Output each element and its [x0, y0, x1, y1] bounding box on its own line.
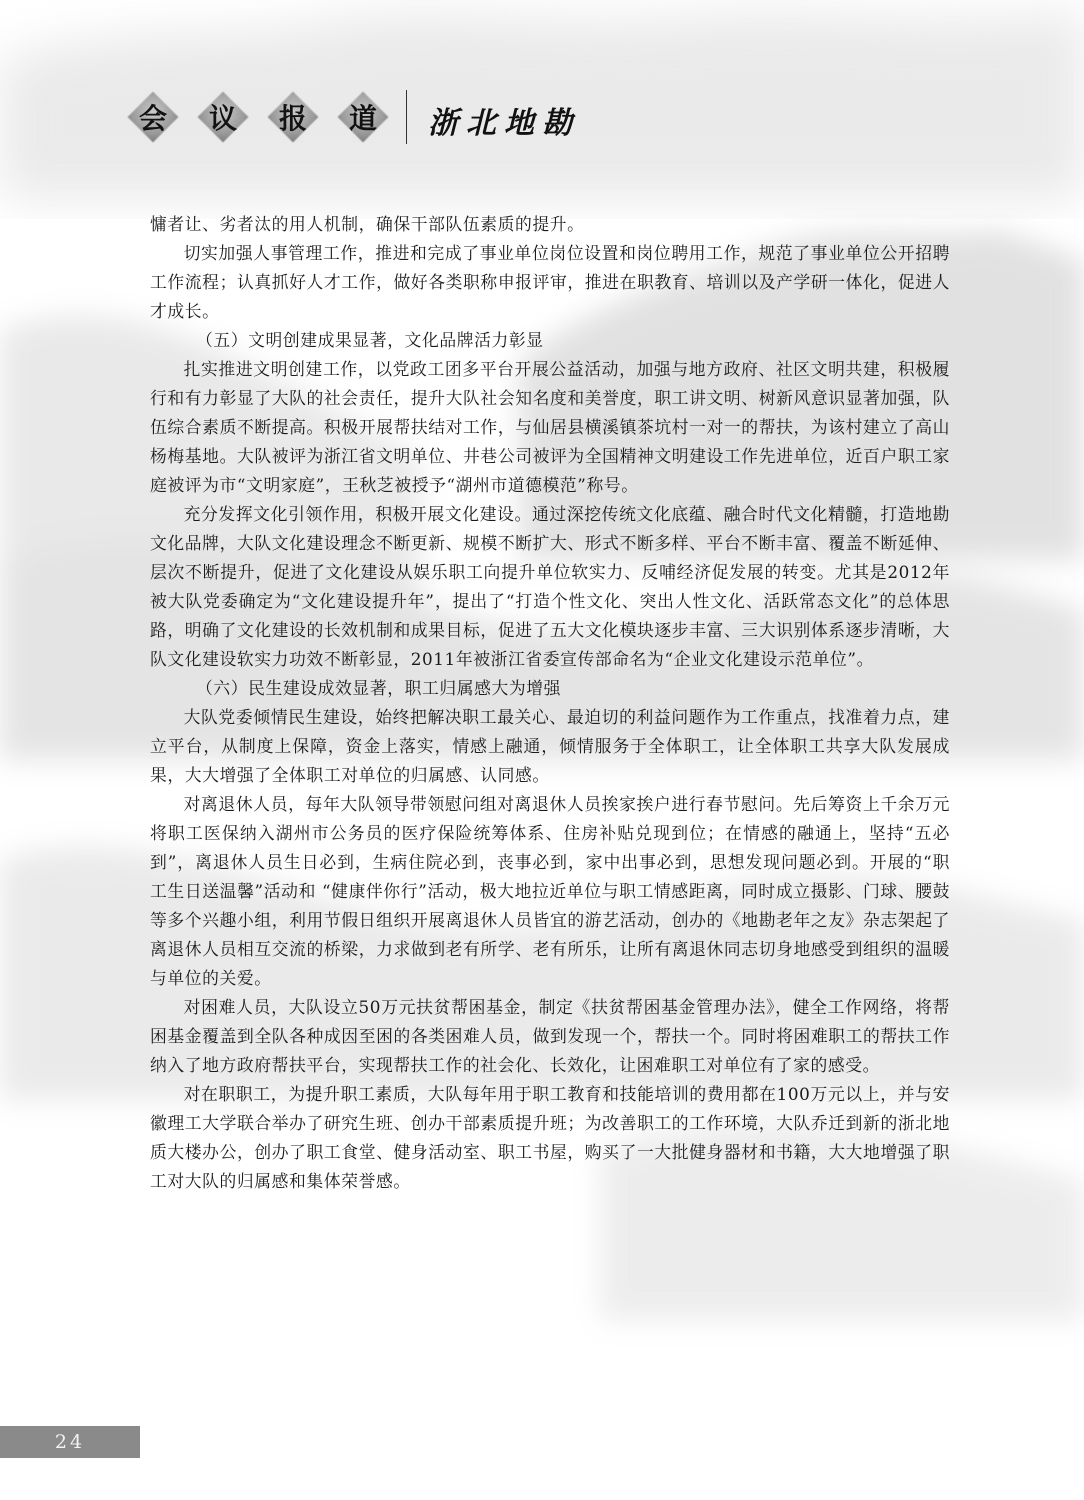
paragraph: 对离退休人员，每年大队领导带领慰问组对离退休人员挨家挨户进行春节慰问。先后筹资上千余万元将职工医保纳入湖州市公务员的医疗保险统筹体系、住房补贴兑现到位；在情感的融通上，坚持“五必到”，离退休人员生日必到，生病住院必到，丧事必到，家中出事必到，思想发现问题必到。开展的“职工生日送温馨”活动和 “健康伴你行”活动，极大地拉近单位与职工情感距离，同时成立摄影、门球、腰鼓等多个兴趣小组，利用节假日组织开展离退休人员皆宜的游艺活动，创办的《地勘老年之友》杂志架起了离退休人员相互交流的桥梁，力求做到老有所学、老有所乐，让所有离退休同志切身地感受到组织的温暖与单位的关爱。 — [150, 794, 950, 988]
header-char-4: 道 — [338, 92, 388, 142]
header-divider — [406, 90, 407, 144]
section-heading: （五）文明创建成果显著，文化品牌活力彰显 — [196, 330, 544, 350]
paragraph: 慵者让、劣者汰的用人机制，确保干部队伍素质的提升。 — [150, 214, 585, 234]
paragraph: 切实加强人事管理工作，推进和完成了事业单位岗位设置和岗位聘用工作，规范了事业单位公开招聘工作流程；认真抓好人才工作，做好各类职称申报评审，推进在职教育、培训以及产学研一体化，促进人才成长。 — [150, 243, 950, 321]
header-char-2: 议 — [198, 92, 248, 142]
section-heading: （六）民生建设成效显著，职工归属感大为增强 — [196, 678, 562, 698]
paragraph: 对困难人员，大队设立50万元扶贫帮困基金，制定《扶贫帮困基金管理办法》，健全工作网络，将帮困基金覆盖到全队各种成因至困的各类困难人员，做到发现一个，帮扶一个。同时将困难职工的帮扶工作纳入了地方政府帮扶平台，实现帮扶工作的社会化、长效化，让困难职工对单位有了家的感受。 — [150, 997, 950, 1075]
paragraph: 扎实推进文明创建工作，以党政工团多平台开展公益活动，加强与地方政府、社区文明共建，积极履行和有力彰显了大队的社会责任，提升大队社会知名度和美誉度，职工讲文明、树新风意识显著加强，队伍综合素质不断提高。积极开展帮扶结对工作，与仙居县横溪镇茶坑村一对一的帮扶，为该村建立了高山杨梅基地。大队被评为浙江省文明单位、井巷公司被评为全国精神文明建设工作先进单位，近百户职工家庭被评为市“文明家庭”，王秋芝被授予“湖州市道德模范”称号。 — [150, 359, 950, 495]
paragraph: 对在职职工，为提升职工素质，大队每年用于职工教育和技能培训的费用都在100万元以上，并与安徽理工大学联合举办了研究生班、创办干部素质提升班；为改善职工的工作环境，大队乔迁到新的浙北地质大楼办公，创办了职工食堂、健身活动室、职工书屋，购买了一大批健身器材和书籍，大大地增强了职工对大队的归属感和集体荣誉感。 — [150, 1084, 950, 1191]
paragraph: 大队党委倾情民生建设，始终把解决职工最关心、最迫切的利益问题作为工作重点，找准着力点，建立平台，从制度上保障，资金上落实，情感上融通，倾情服务于全体职工，让全体职工共享大队发展成果，大大增强了全体职工对单位的归属感、认同感。 — [150, 707, 950, 785]
header-char-1: 会 — [128, 92, 178, 142]
article-body — [150, 210, 950, 1196]
page-number: 24 — [0, 1426, 140, 1458]
paragraph: 充分发挥文化引领作用，积极开展文化建设。通过深挖传统文化底蕴、融合时代文化精髓，打造地勘文化品牌，大队文化建设理念不断更新、规模不断扩大、形式不断多样、平台不断丰富、覆盖不断延伸、层次不断提升，促进了文化建设从娱乐职工向提升单位软实力、反哺经济促发展的转变。尤其是2012年被大队党委确定为“文化建设提升年”，提出了“打造个性文化、突出人性文化、活跃常态文化”的总体思路，明确了文化建设的长效机制和成果目标，促进了五大文化模块逐步丰富、三大识别体系逐步清晰，大队文化建设软实力功效不断彰显，2011年被浙江省委宣传部命名为“企业文化建设示范单位”。 — [150, 504, 950, 669]
header-char-3: 报 — [268, 92, 318, 142]
brand-title: 浙北地勘 — [428, 106, 580, 141]
page-header — [128, 88, 648, 144]
